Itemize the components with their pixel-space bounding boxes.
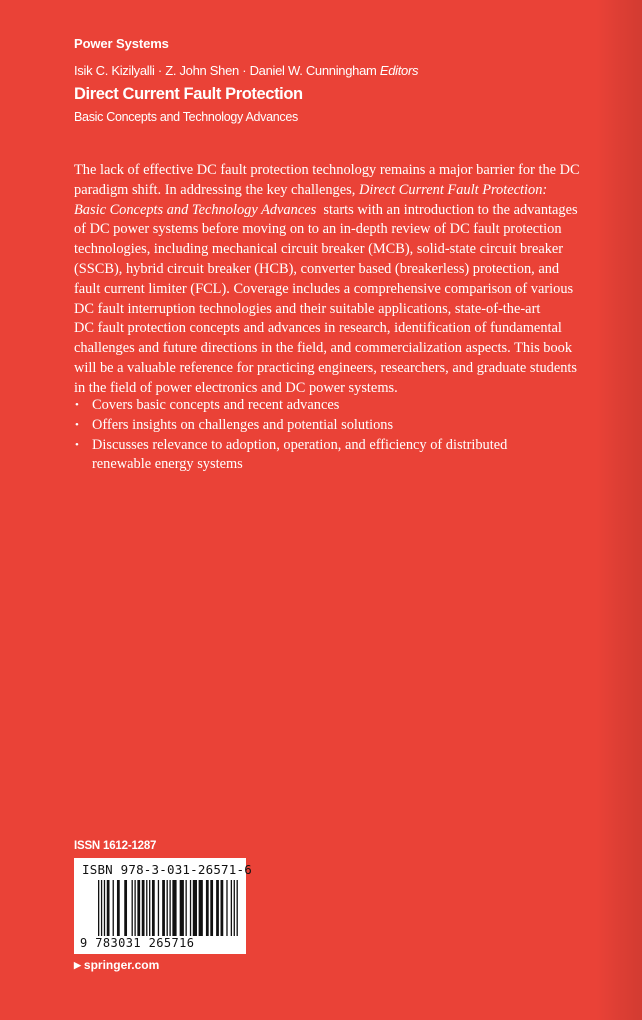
arrow-right-icon: ▶ <box>74 960 81 970</box>
barcode-bar <box>180 880 184 936</box>
barcode-bar <box>142 880 145 936</box>
description-line: fault current limiter (FCL). Coverage includes a comprehensive comparison of various <box>74 280 574 297</box>
description-line: of DC power systems before moving on to an in-depth review of DC fault protection <box>74 221 562 238</box>
feature-item <box>74 416 594 436</box>
editors-line <box>74 63 418 78</box>
barcode-bar <box>169 880 170 936</box>
spine-shading <box>596 0 642 1020</box>
description-line <box>74 201 594 221</box>
description-line: in the field of power electronics and DC power systems. <box>74 379 398 396</box>
description-line: will be a valuable reference for practicing engineers, researchers, and graduate students <box>74 359 578 376</box>
barcode-bar <box>231 880 232 936</box>
editors-role: Editors <box>379 63 419 78</box>
editor-names: Isik C. Kizilyalli · Z. John Shen · Daniel W. Cunningham <box>74 63 377 78</box>
barcode-bar <box>199 880 203 936</box>
description-text: paradigm shift. In addressing the key challenges, <box>74 181 356 198</box>
barcode-bar <box>162 880 165 936</box>
barcode-bar <box>190 880 191 936</box>
description-line: DC fault protection concepts and advances in research, identification of fundamental <box>74 320 562 337</box>
publisher-url: springer.com <box>83 958 160 972</box>
barcode-bar <box>210 880 213 936</box>
description-line: The lack of effective DC fault protection technology remains a major barrier for the DC <box>74 162 580 178</box>
book-title: Direct Current Fault Protection <box>74 85 303 103</box>
description-title-italic: Direct Current Fault Protection: <box>358 181 548 198</box>
barcode-bar <box>221 880 224 936</box>
barcode-bar <box>234 880 235 936</box>
barcode-bar <box>101 880 102 936</box>
barcode-bar <box>132 880 133 936</box>
barcode-bar <box>146 880 147 936</box>
feature-text: Covers basic concepts and recent advances <box>92 397 340 413</box>
barcode-bar <box>104 880 105 936</box>
bullet-icon: • <box>75 438 79 451</box>
barcode-bar <box>124 880 127 936</box>
book-description <box>74 161 594 399</box>
series-name: Power Systems <box>74 36 169 51</box>
barcode-bar <box>206 880 209 936</box>
barcode-bar <box>237 880 238 936</box>
feature-text: Offers insights on challenges and potential solutions <box>92 416 394 433</box>
barcode-bar <box>107 880 110 936</box>
description-line: challenges and future directions in the field, and commercialization aspects. This book <box>74 340 573 357</box>
feature-text: Discusses relevance to adoption, operation, and efficiency of distributed <box>92 436 508 453</box>
barcode-bar <box>113 880 114 936</box>
barcode-bar <box>134 880 135 936</box>
barcode-bar <box>193 880 197 936</box>
isbn-text: ISBN 978-3-031-26571-6 <box>82 862 252 877</box>
book-subtitle: Basic Concepts and Technology Advances <box>74 110 298 124</box>
barcode-bar <box>172 880 176 936</box>
publisher-link[interactable] <box>74 958 159 972</box>
bullet-icon: • <box>75 399 79 411</box>
barcode-digits: 9 783031 265716 <box>80 936 195 950</box>
feature-text-continued: renewable energy systems <box>92 456 243 473</box>
description-text: starts with an introduction to the advantages <box>323 201 578 218</box>
barcode-bar <box>98 880 99 936</box>
feature-item <box>74 436 594 476</box>
barcode-bar <box>137 880 140 936</box>
issn-label: ISSN 1612-1287 <box>74 840 157 852</box>
barcode-bar <box>226 880 227 936</box>
feature-list <box>74 396 594 475</box>
barcode-bar <box>117 880 120 936</box>
description-line: DC fault interruption technologies and their suitable applications, state-of-the-art <box>74 300 541 317</box>
bullet-icon: • <box>75 418 79 431</box>
barcode-bar <box>186 880 187 936</box>
feature-item <box>74 396 594 416</box>
barcode-bar <box>149 880 150 936</box>
description-line <box>74 181 594 201</box>
description-title-italic: Basic Concepts and Technology Advances <box>74 201 317 218</box>
barcode-bar <box>167 880 168 936</box>
barcode-bar <box>216 880 219 936</box>
barcode-bar <box>158 880 159 936</box>
barcode-bar <box>152 880 155 936</box>
description-line: (SSCB), hybrid circuit breaker (HCB), converter based (breakerless) protection, and <box>74 260 560 277</box>
isbn-barcode <box>74 858 252 954</box>
description-line: technologies, including mechanical circuit breaker (MCB), solid-state circuit breaker <box>74 241 564 258</box>
